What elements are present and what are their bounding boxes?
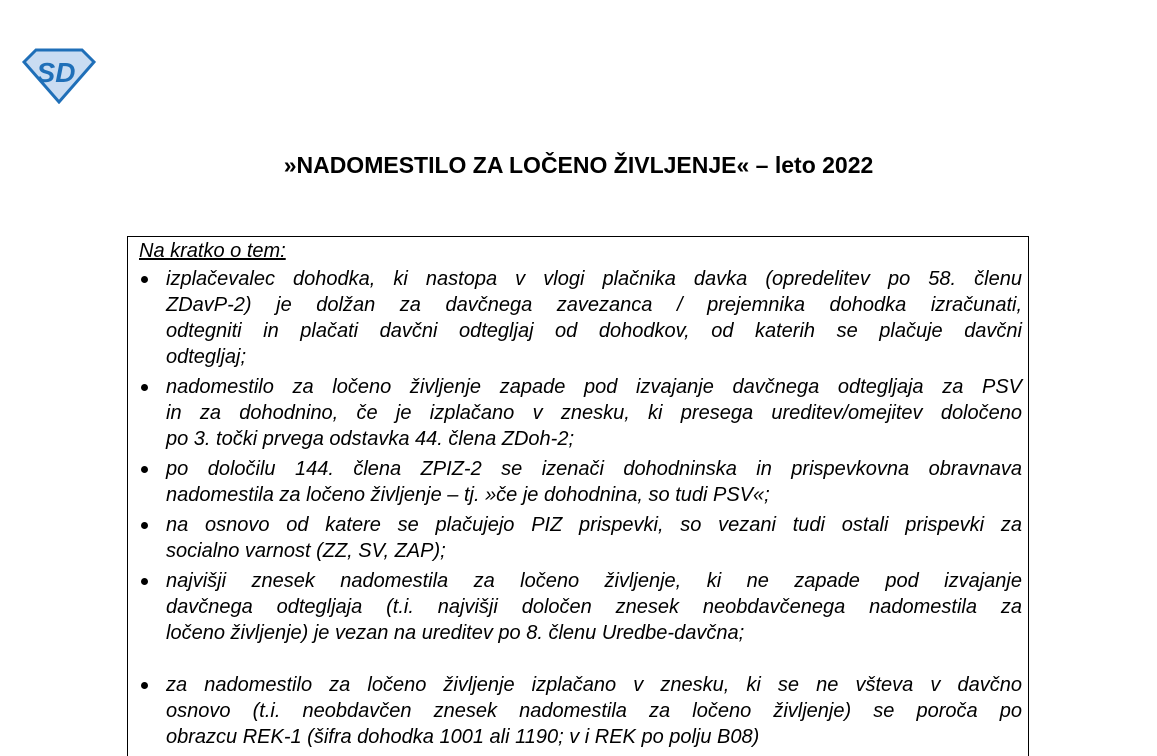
svg-text:SD: SD xyxy=(36,57,76,88)
list-item xyxy=(138,672,1022,750)
list-item-line: odtegniti in plačati davčni odtegljaj od dohodkov, od katerih se plačuje davčni xyxy=(166,320,1022,342)
list-item xyxy=(138,266,1022,370)
list-item-line: za nadomestilo za ločeno življenje izplačano v znesku, ki se ne všteva v davčno xyxy=(166,674,1022,696)
bullet-icon xyxy=(141,682,148,689)
bullet-icon xyxy=(141,522,148,529)
list-item-line: davčnega odtegljaja (t.i. najvišji določen znesek neobdavčenega nadomestila za xyxy=(166,596,1022,618)
list-item-line: in za dohodnino, če je izplačano v znesku, ki presega ureditev/omejitev določeno xyxy=(166,402,1022,424)
list-item-line: po 3. točki prvega odstavka 44. člena ZDoh-2; xyxy=(166,428,575,450)
page-title: »NADOMESTILO ZA LOČENO ŽIVLJENJE« – leto 2022 xyxy=(283,152,874,178)
list-item-line: po določilu 144. člena ZPIZ-2 se izenači dohodninska in prispevkovna obravnava xyxy=(166,458,1022,480)
summary-box xyxy=(127,236,1029,756)
list-item-line: obrazcu REK-1 (šifra dohodka 1001 ali 1190; v i REK po polju B08) xyxy=(166,726,760,748)
list-item-line: osnovo (t.i. neobdavčen znesek nadomestila za ločeno življenje) se poroča po xyxy=(166,700,1022,722)
bullet-icon xyxy=(141,578,148,585)
bullet-icon xyxy=(141,466,148,473)
list-item-line: ZDavP-2) je dolžan za davčnega zavezanca / prejemnika dohodka izračunati, xyxy=(166,294,1022,316)
bullet-icon xyxy=(141,384,148,391)
summary-list xyxy=(138,266,1022,754)
list-item-line: na osnovo od katere se plačujejo PIZ prispevki, so vezani tudi ostali prispevki za xyxy=(166,514,1022,536)
list-item xyxy=(138,512,1022,564)
list-item-line: nadomestila za ločeno življenje – tj. »če je dohodnina, so tudi PSV«; xyxy=(166,484,770,506)
list-item xyxy=(138,374,1022,452)
list-item xyxy=(138,456,1022,508)
sd-logo xyxy=(22,48,96,104)
list-item-line: najvišji znesek nadomestila za ločeno življenje, ki ne zapade pod izvajanje xyxy=(166,570,1022,592)
list-item-line: odtegljaj; xyxy=(166,346,247,368)
bullet-icon xyxy=(141,276,148,283)
list-item-line: izplačevalec dohodka, ki nastopa v vlogi plačnika davka (opredelitev po 58. členu xyxy=(166,268,1022,290)
list-item xyxy=(138,568,1022,646)
list-item-line: ločeno življenje) je vezan na ureditev po 8. členu Uredbe-davčna; xyxy=(166,622,745,644)
summary-heading: Na kratko o tem: xyxy=(139,240,286,262)
list-item-line: socialno varnost (ZZ, SV, ZAP); xyxy=(166,540,446,562)
list-item-line: nadomestilo za ločeno življenje zapade pod izvajanje davčnega odtegljaja za PSV xyxy=(166,376,1022,398)
